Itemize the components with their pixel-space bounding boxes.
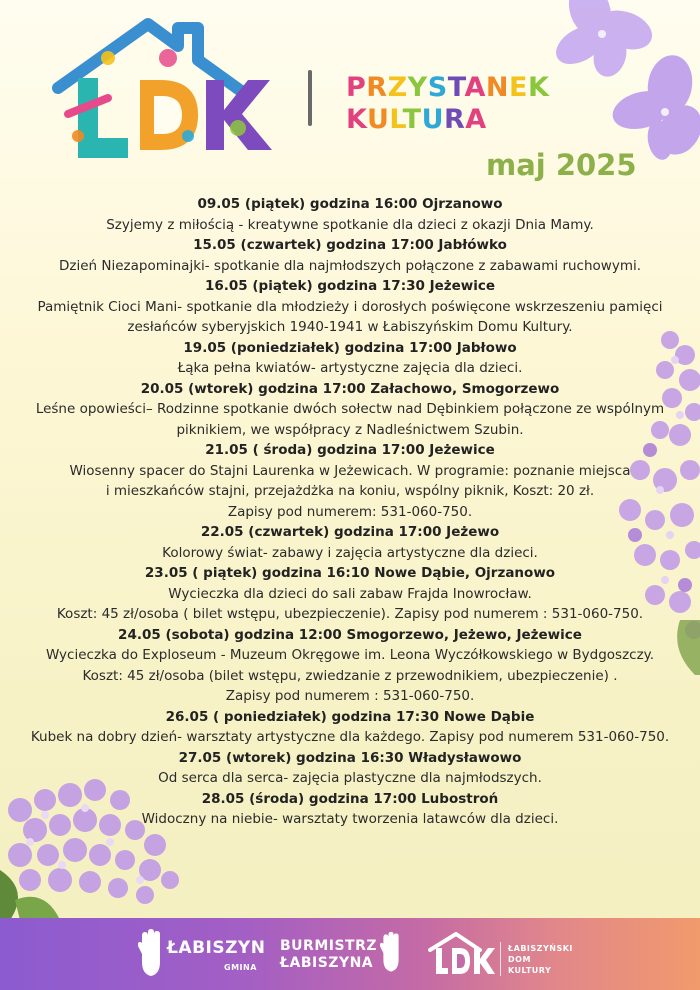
event-heading: 27.05 (wtorek) godzina 16:30 Władysławowo — [178, 749, 522, 766]
event-description: Od serca dla serca- zajęcia plastyczne dla najmłodszych. — [158, 770, 542, 786]
event-description: Wiosenny spacer do Stajni Laurenka w Jeżewicach. W programie: poznanie miejsca — [69, 462, 631, 479]
event-heading: 23.05 ( piątek) godzina 16:10 Nowe Dąbie, Ojrzanowo — [144, 565, 556, 581]
event-list — [0, 194, 700, 830]
event-description: Kubek na dobry dzień- warsztaty artystyczne dla każdego. Zapisy pod numerem 531-060-750. — [30, 729, 670, 745]
event-description: i mieszkańców stajni, przejażdżka na koniu, wspólny piknik, Koszt: 20 zł. — [105, 483, 595, 499]
footer-gmina: GMINA — [224, 963, 257, 972]
event-heading: 22.05 (czwartek) godzina 17:00 Jeżewo — [200, 524, 500, 540]
event-description: Leśne opowieści– Rodzinne spotkanie dwóch sołectw nad Dębinkiem połączone ze wspólnym — [35, 401, 665, 417]
month-title: maj 2025 — [486, 148, 637, 182]
event-heading: 19.05 (poniedziałek) godzina 17:00 Jabłowo — [183, 339, 517, 356]
footer-labiszyn: ŁABISZYN — [167, 938, 266, 958]
event-heading: 20.05 (wtorek) godzina 17:00 Załachowo, Smogorzewo — [140, 380, 560, 397]
footer-labiszyna: ŁABISZYNA — [280, 955, 374, 971]
event-description: zesłańców syberyjskich 1940-1941 w Łabiszyńskim Domu Kultury. — [127, 319, 573, 335]
event-heading: 28.05 (środa) godzina 17:00 Lubostroń — [201, 790, 499, 807]
event-description: Koszt: 45 zł/osoba (bilet wstępu, zwiedzanie z przewodnikiem, ubezpieczenie) . — [82, 667, 618, 684]
footer-ldk-logo — [428, 932, 496, 976]
header-divider — [308, 70, 312, 126]
event-description: Koszt: 45 zł/osoba ( bilet wstępu, ubezpieczenie). Zapisy pod numerem : 531-060-750. — [56, 606, 644, 622]
brand-line-2: KULTURA — [346, 104, 487, 135]
event-heading: 26.05 ( poniedziałek) godzina 17:30 Nowe Dąbie — [165, 708, 535, 725]
event-description: Dzień Niezapominajki- spotkanie dla najmłodszych połączone z zabawami ruchowymi. — [58, 257, 642, 274]
event-description: Wycieczka do Exploseum - Muzeum Okręgowe im. Leona Wyczółkowskiego w Bydgoszczy. — [45, 647, 655, 663]
event-heading: 24.05 (sobota) godzina 12:00 Smogorzewo, Jeżewo, Jeżewice — [118, 626, 582, 643]
event-description: Łąka pełna kwiatów- artystyczne zajęcia dla dzieci. — [177, 360, 523, 376]
lilac-flower-icon — [530, 0, 700, 170]
footer-bar — [0, 918, 700, 990]
footer-ldk-line-1: ŁABISZYŃSKI — [508, 944, 573, 953]
brand-title — [346, 72, 549, 136]
event-heading: 09.05 (piątek) godzina 16:00 Ojrzanowo — [197, 196, 503, 212]
footer-separator — [500, 942, 501, 976]
hand-emblem-icon — [380, 930, 402, 976]
brand-line-1: PRZYSTANEK — [346, 72, 550, 103]
event-description: Pamiętnik Cioci Mani- spotkanie dla młodzieży i dorosłych poświęcone wskrzeszeniu pamięci — [37, 298, 663, 315]
event-description: Wycieczka dla dzieci do sali zabaw Frajda Inowrocław. — [168, 585, 532, 602]
footer-ldk-line-3: KULTURY — [508, 966, 552, 975]
event-description: Widoczny na niebie- warsztaty tworzenia latawców dla dzieci. — [141, 811, 559, 827]
event-description: piknikiem, we współpracy z Nadleśnictwem Szubin. — [176, 421, 524, 438]
event-heading: 16.05 (piątek) godzina 17:30 Jeżewice — [204, 278, 496, 294]
footer-burmistrz: BURMISTRZ — [280, 938, 378, 954]
event-heading: 15.05 (czwartek) godzina 17:00 Jabłówko — [193, 237, 507, 253]
event-description: Zapisy pod numerem: 531-060-750. — [227, 503, 473, 520]
event-description: Szyjemy z miłością - kreatywne spotkanie dla dzieci z okazji Dnia Mamy. — [106, 216, 594, 233]
event-description: Zapisy pod numerem : 531-060-750. — [225, 688, 475, 704]
footer-ldk-line-2: DOM — [508, 955, 531, 964]
event-heading: 21.05 ( środa) godzina 17:00 Jeżewice — [205, 442, 495, 458]
house-logo-icon — [48, 18, 278, 158]
event-description: Kolorowy świat- zabawy i zajęcia artystyczne dla dzieci. — [162, 544, 538, 561]
hand-emblem-icon — [138, 928, 164, 980]
